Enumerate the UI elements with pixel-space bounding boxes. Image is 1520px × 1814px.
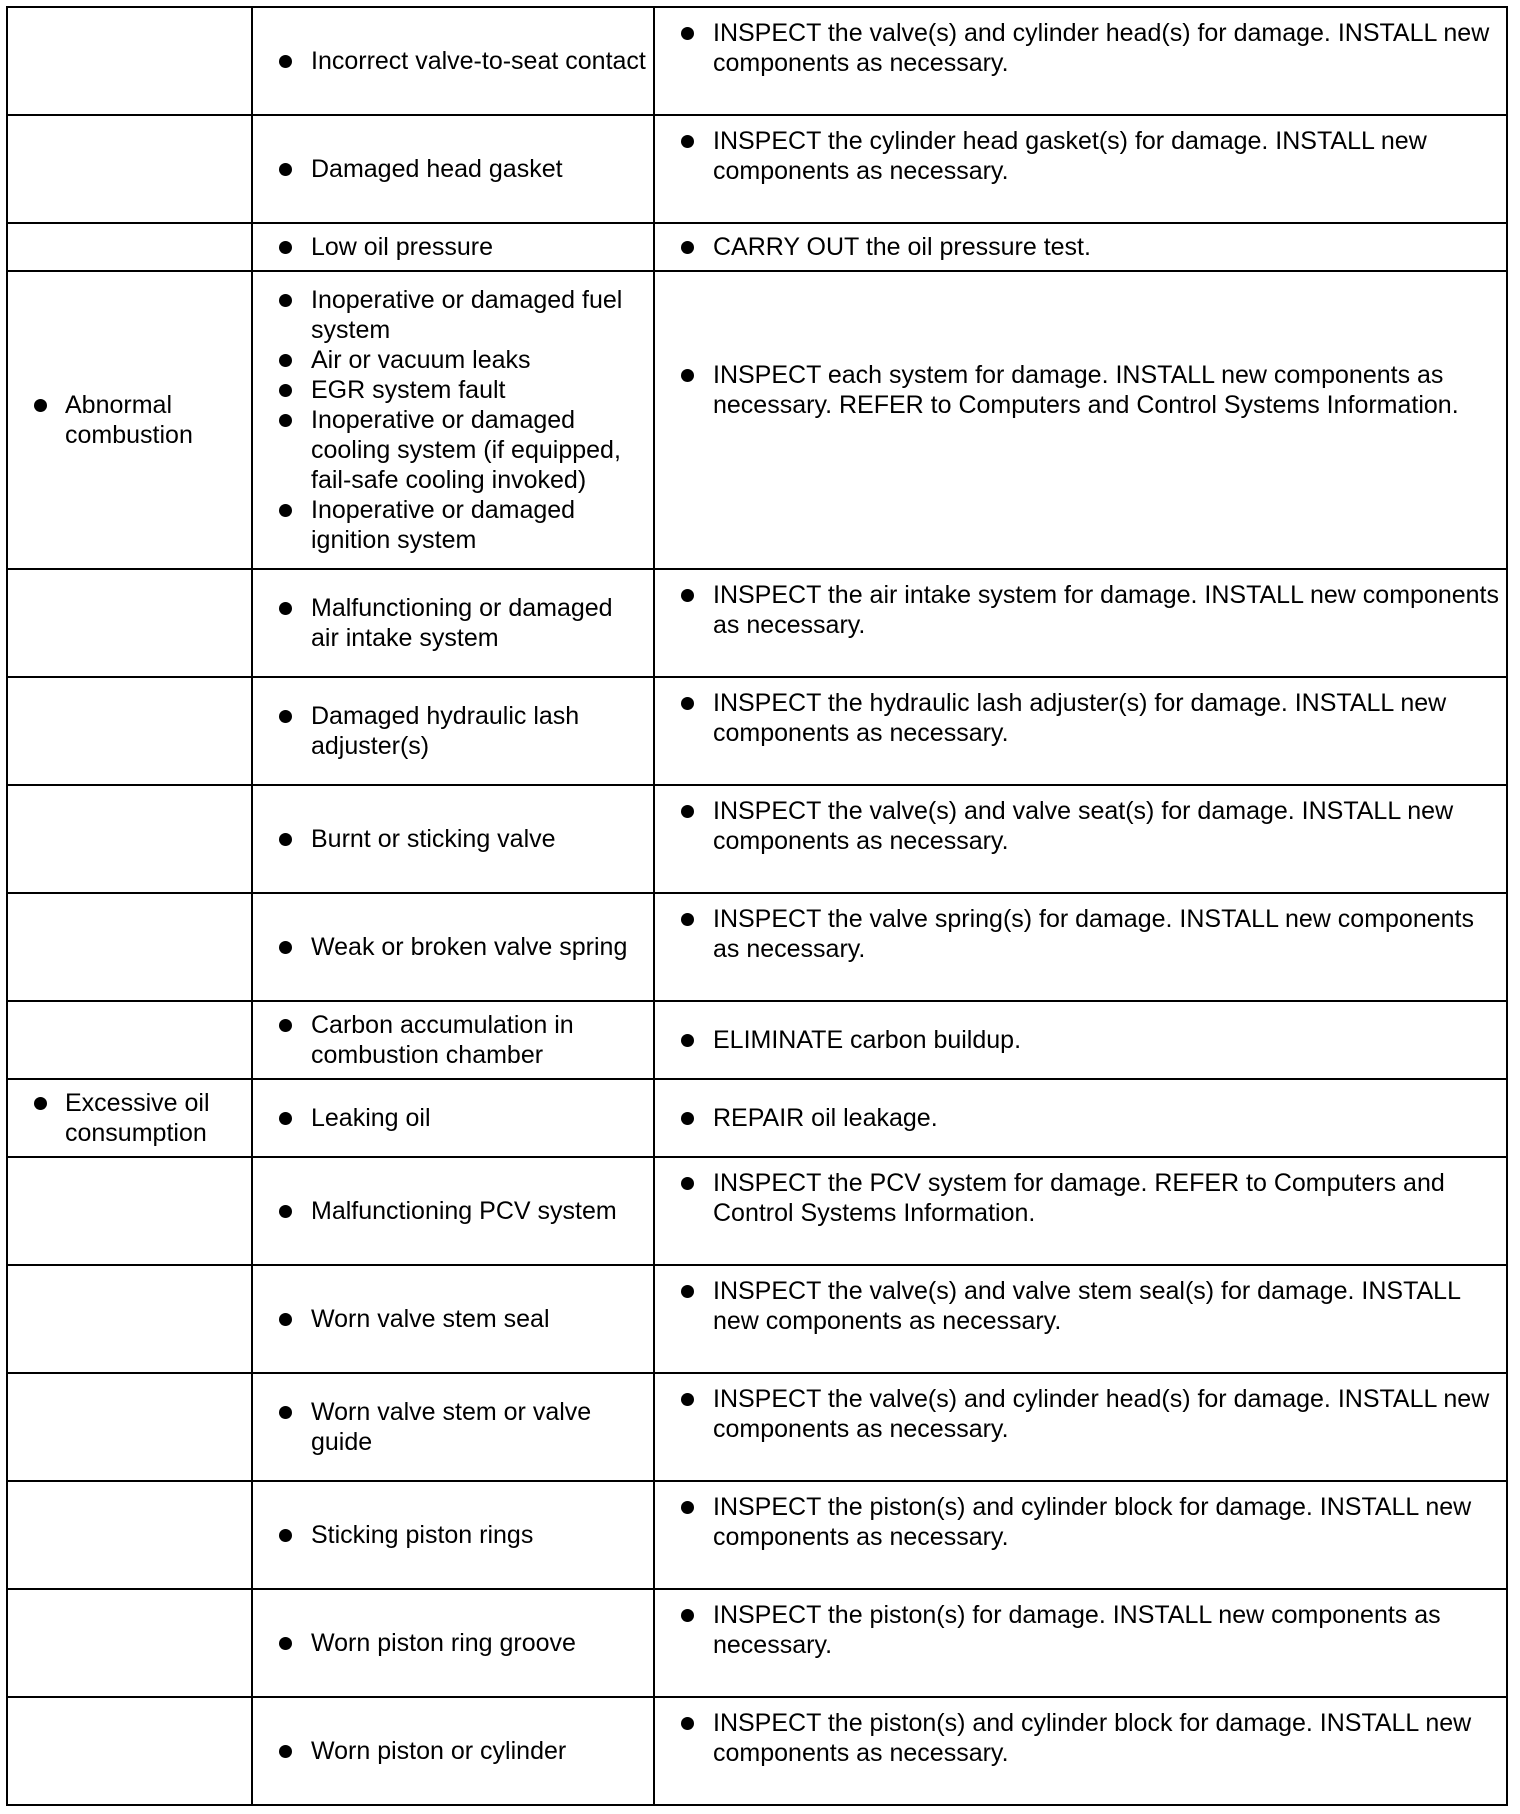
- table-row: [7, 1079, 1507, 1157]
- action-list: [655, 1276, 1506, 1336]
- cause-item: Air or vacuum leaks: [253, 345, 653, 375]
- action-item: INSPECT the PCV system for damage. REFER to Computers and Control Systems Information.: [655, 1168, 1506, 1228]
- cause-item: Damaged hydraulic lash adjuster(s): [253, 701, 653, 761]
- action-item: INSPECT the cylinder head gasket(s) for damage. INSTALL new components as necessary.: [655, 126, 1506, 186]
- action-list: [655, 1168, 1506, 1228]
- action-item: INSPECT each system for damage. INSTALL new components as necessary. REFER to Computers and Control Systems Information.: [655, 360, 1506, 420]
- cause-list: [253, 1397, 653, 1457]
- cause-item: Incorrect valve-to-seat contact: [253, 46, 653, 76]
- symptom-cell: [7, 1697, 252, 1805]
- cause-item: Weak or broken valve spring: [253, 932, 653, 962]
- cause-list: [253, 1628, 653, 1658]
- cause-list: [253, 824, 653, 854]
- symptom-list: [8, 1088, 251, 1148]
- action-item: INSPECT the valve spring(s) for damage. INSTALL new components as necessary.: [655, 904, 1506, 964]
- action-list: [655, 1600, 1506, 1660]
- symptom-cell: [7, 271, 252, 569]
- action-cell: [654, 1589, 1507, 1697]
- cause-item: Carbon accumulation in combustion chamber: [253, 1010, 653, 1070]
- action-item: INSPECT the valve(s) and cylinder head(s) for damage. INSTALL new components as necessary.: [655, 1384, 1506, 1444]
- cause-item: EGR system fault: [253, 375, 653, 405]
- cause-cell: [252, 1265, 654, 1373]
- cause-item: Worn valve stem seal: [253, 1304, 653, 1334]
- action-list: [655, 18, 1506, 78]
- cause-cell: [252, 677, 654, 785]
- action-list: [655, 360, 1506, 420]
- cause-item: Malfunctioning PCV system: [253, 1196, 653, 1226]
- cause-cell: [252, 271, 654, 569]
- table-row: [7, 1001, 1507, 1079]
- table-row: [7, 7, 1507, 115]
- action-item: INSPECT the hydraulic lash adjuster(s) for damage. INSTALL new components as necessary.: [655, 688, 1506, 748]
- cause-list: [253, 1103, 653, 1133]
- cause-list: [253, 46, 653, 76]
- action-cell: [654, 1265, 1507, 1373]
- cause-item: Leaking oil: [253, 1103, 653, 1133]
- cause-item: Inoperative or damaged cooling system (if equipped, fail-safe cooling invoked): [253, 405, 653, 495]
- table-row: [7, 1697, 1507, 1805]
- table-row: [7, 1589, 1507, 1697]
- action-item: INSPECT the piston(s) for damage. INSTALL new components as necessary.: [655, 1600, 1506, 1660]
- action-list: [655, 688, 1506, 748]
- cause-cell: [252, 1589, 654, 1697]
- cause-list: [253, 932, 653, 962]
- cause-list: [253, 285, 653, 555]
- cause-cell: [252, 7, 654, 115]
- table-row: [7, 271, 1507, 569]
- action-cell: [654, 1001, 1507, 1079]
- action-list: [655, 580, 1506, 640]
- symptom-cell: [7, 1157, 252, 1265]
- action-cell: [654, 115, 1507, 223]
- cause-list: [253, 1736, 653, 1766]
- cause-list: [253, 232, 653, 262]
- cause-item: Sticking piston rings: [253, 1520, 653, 1550]
- table-row: [7, 223, 1507, 271]
- cause-cell: [252, 223, 654, 271]
- action-item: ELIMINATE carbon buildup.: [655, 1025, 1506, 1055]
- action-cell: [654, 569, 1507, 677]
- cause-item: Low oil pressure: [253, 232, 653, 262]
- symptom-cell: [7, 677, 252, 785]
- action-list: [655, 1384, 1506, 1444]
- action-cell: [654, 1079, 1507, 1157]
- table-row: [7, 785, 1507, 893]
- table-row: [7, 1265, 1507, 1373]
- cause-list: [253, 1196, 653, 1226]
- action-cell: [654, 893, 1507, 1001]
- cause-item: Malfunctioning or damaged air intake system: [253, 593, 653, 653]
- cause-list: [253, 154, 653, 184]
- cause-item: Worn piston or cylinder: [253, 1736, 653, 1766]
- cause-item: Worn valve stem or valve guide: [253, 1397, 653, 1457]
- action-item: CARRY OUT the oil pressure test.: [655, 232, 1506, 262]
- symptom-cell: [7, 1001, 252, 1079]
- action-list: [655, 904, 1506, 964]
- action-list: [655, 1708, 1506, 1768]
- cause-cell: [252, 893, 654, 1001]
- table-row: [7, 569, 1507, 677]
- table-row: [7, 1481, 1507, 1589]
- cause-cell: [252, 1697, 654, 1805]
- symptom-cell: [7, 785, 252, 893]
- cause-cell: [252, 1481, 654, 1589]
- table-row: [7, 1157, 1507, 1265]
- action-cell: [654, 677, 1507, 785]
- cause-list: [253, 701, 653, 761]
- cause-item: Inoperative or damaged fuel system: [253, 285, 653, 345]
- cause-list: [253, 1304, 653, 1334]
- table-row: [7, 677, 1507, 785]
- action-list: [655, 126, 1506, 186]
- action-cell: [654, 271, 1507, 569]
- table-row: [7, 893, 1507, 1001]
- symptom-item: Excessive oil consumption: [8, 1088, 251, 1148]
- symptom-cell: [7, 893, 252, 1001]
- action-list: [655, 1103, 1506, 1133]
- action-item: INSPECT the valve(s) and valve stem seal(s) for damage. INSTALL new components as necessary.: [655, 1276, 1506, 1336]
- action-item: INSPECT the piston(s) and cylinder block for damage. INSTALL new components as necessary.: [655, 1492, 1506, 1552]
- action-list: [655, 1025, 1506, 1055]
- cause-cell: [252, 1157, 654, 1265]
- action-item: INSPECT the air intake system for damage. INSTALL new components as necessary.: [655, 580, 1506, 640]
- diagnosis-table-body: [7, 7, 1507, 1805]
- cause-cell: [252, 785, 654, 893]
- cause-list: [253, 1520, 653, 1550]
- table-row: [7, 115, 1507, 223]
- action-item: INSPECT the valve(s) and valve seat(s) for damage. INSTALL new components as necessary.: [655, 796, 1506, 856]
- action-cell: [654, 785, 1507, 893]
- cause-cell: [252, 1001, 654, 1079]
- action-list: [655, 1492, 1506, 1552]
- diagnosis-table: [6, 6, 1508, 1806]
- symptom-cell: [7, 7, 252, 115]
- action-cell: [654, 7, 1507, 115]
- cause-cell: [252, 1373, 654, 1481]
- symptom-cell: [7, 1373, 252, 1481]
- diagnosis-table-container: [6, 6, 1506, 1803]
- cause-list: [253, 593, 653, 653]
- cause-item: Damaged head gasket: [253, 154, 653, 184]
- symptom-cell: [7, 1589, 252, 1697]
- action-list: [655, 232, 1506, 262]
- cause-item: Worn piston ring groove: [253, 1628, 653, 1658]
- symptom-cell: [7, 1265, 252, 1373]
- symptom-cell: [7, 1079, 252, 1157]
- cause-item: Inoperative or damaged ignition system: [253, 495, 653, 555]
- cause-cell: [252, 1079, 654, 1157]
- cause-cell: [252, 569, 654, 677]
- action-item: REPAIR oil leakage.: [655, 1103, 1506, 1133]
- symptom-cell: [7, 1481, 252, 1589]
- action-item: INSPECT the valve(s) and cylinder head(s) for damage. INSTALL new components as necessary.: [655, 18, 1506, 78]
- action-cell: [654, 1697, 1507, 1805]
- cause-item: Burnt or sticking valve: [253, 824, 653, 854]
- action-cell: [654, 1373, 1507, 1481]
- symptom-cell: [7, 569, 252, 677]
- action-item: INSPECT the piston(s) and cylinder block for damage. INSTALL new components as necessary.: [655, 1708, 1506, 1768]
- symptom-cell: [7, 115, 252, 223]
- action-cell: [654, 1481, 1507, 1589]
- cause-list: [253, 1010, 653, 1070]
- symptom-cell: [7, 223, 252, 271]
- cause-cell: [252, 115, 654, 223]
- symptom-list: [8, 390, 251, 450]
- action-cell: [654, 223, 1507, 271]
- symptom-item: Abnormal combustion: [8, 390, 251, 450]
- action-list: [655, 796, 1506, 856]
- action-cell: [654, 1157, 1507, 1265]
- table-row: [7, 1373, 1507, 1481]
